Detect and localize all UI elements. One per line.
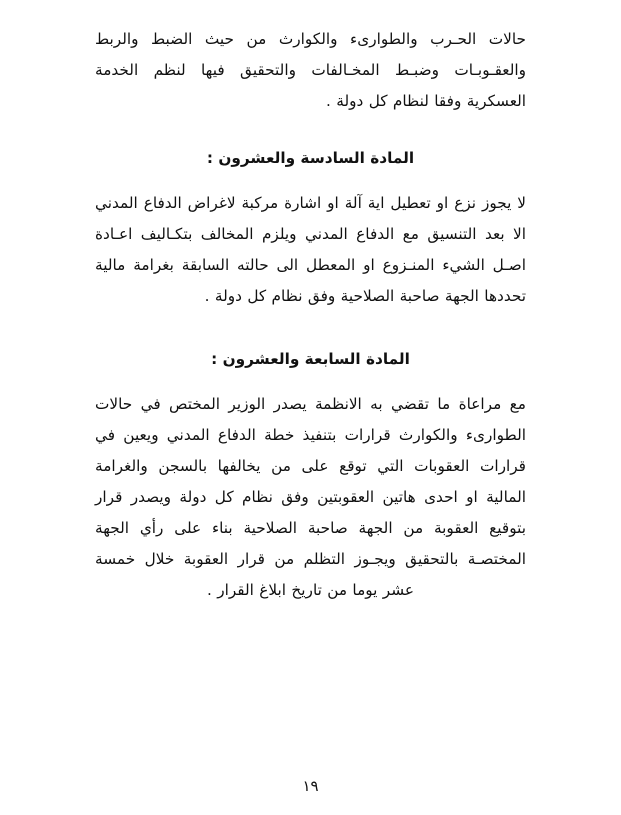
heading-article-twenty-six: المادة السادسة والعشرون : [206, 149, 415, 167]
page-number: ١٩ [302, 777, 319, 795]
page-content [95, 24, 526, 606]
spacer [95, 117, 526, 143]
paragraph-article-twenty-six: لا يجوز نزع او تعطيل اية آلة او اشارة مركبة لاغراض الدفاع المدني الا بعد التنسيق مع الدفاع المدني ويلزم المخالف بتكـاليف اعـادة اصـل الشيء المنـزوع او المعطل الى حالته السابقة بغرامة مالية تحددها الجهة صاحبة الصلاحية وفق نظام كل دولة . [95, 194, 526, 305]
paragraph-article-twenty-seven: مع مراعاة ما تقضي به الانظمة يصدر الوزير المختص في حالات الطوارىء والكوارث قرارات بتنفيذ خطة الدفاع المدني ويعين في قرارات العقوبات التي توقع على من يخالفها بالسجن والغرامة المالية او احدى هاتين العقوبتين وفق نظام كل دولة ويصدر قرار بتوقيع العقوبة من الجهة صاحبة الصلاحية بناء على رأي الجهة المختصـة بالتحقيق ويجـوز التظلم من قرار العقوبة خلال خمسة عشر يوما من تاريخ ابلاغ القرار . [95, 395, 526, 599]
spacer [95, 375, 526, 389]
spacer [95, 174, 526, 188]
spacer [95, 312, 526, 344]
paragraph-intro: حالات الحـرب والطوارىء والكوارث من حيث الضبط والربط والعقـوبـات وضبـط المخـالفات والتحقيق فيها لنظم الخدمة العسكرية وفقا لنظام كل دولة . [95, 30, 526, 110]
heading-article-twenty-seven: المادة السابعة والعشرون : [211, 350, 410, 368]
